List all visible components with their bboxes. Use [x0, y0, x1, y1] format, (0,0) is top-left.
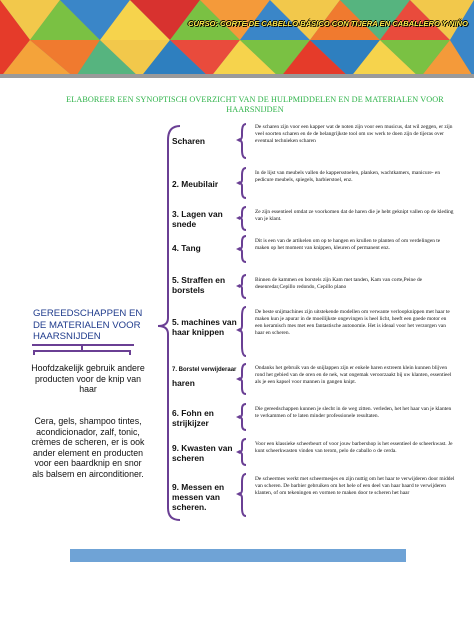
sub-group-products: Hoofdzakelijk gebruik andere producten voor de knip van haar: [31, 363, 145, 395]
main-topic-title: GEREEDSCHAPPEN EN DE MATERIALEN VOOR HAARSNIJDEN: [33, 308, 143, 342]
sub-group-cosmetics: Cera, gels, shampoo tintes, acondicionador, zalf, tonic, crèmes de scheren, er is ook ander element en producten voor een baardknip en snor als balsem en airconditioner.: [31, 416, 145, 479]
item-desc-kammen: Binnen de kammen en borstels zijn Kam met tanden, Kam van corte,Peine de desenredar,Cepillo redondo, Cepillo plano: [255, 277, 423, 291]
item-label-tang: 4. Tang: [172, 243, 201, 253]
page-heading: ELABOREER EEN SYNOPTISCH OVERZICHT VAN DE HULPMIDDELEN EN DE MATERIALEN VOOR HAARSNIJDEN: [66, 95, 444, 115]
item-desc-fohn: Die gereedschappen kunnen je slecht in de weg zitten. verleden, het het haar van je klanten te verkammen of te laten minder professionele resultaten.: [255, 406, 452, 420]
item-desc-meubilair: In de lijst van meubels vallen de kappersstoelen, planken, wachtkamers, manicure- en pedicure meubels, spiegels, barbierstoel, enz.: [255, 170, 441, 184]
main-title-divider: [32, 344, 134, 346]
item-label-machines: 5. machines van haar knippen: [172, 317, 237, 338]
course-title: CURSO: CORTE DE CABELLO BÁSICO CON TIJERA EN CABALLERO Y NIÑO: [188, 19, 468, 28]
item-desc-lagen: Ze zijn essentieel omdat ze voorkomen dat de haren die je hebt geknipt vallen op de kleding van je klant.: [255, 209, 454, 223]
item-desc-kwasten: Voor een klassieke scheerbeurt of voor jouw barbershop is het essentieel de scheerkwast. Je kunt scheerkwasten vinden van terom, pelo de caballo o de cerda.: [255, 441, 453, 455]
item-desc-machines: De beste snijmachines zijn uitstekende modellen om verwante verloopknippen met haar te maken kun je apurar in de moeilijkste ongevingen is heel licht, heeft een goede motor en een keramisch mes met een fantastische autonomie. Het is ideaal voor het verzorgen van haar en scheren.: [255, 309, 450, 337]
item-label-borstel-prefix: 7. Borstel verwijderaar: [172, 367, 237, 373]
item-label-fohn: 6. Fohn en strijkijzer: [172, 408, 214, 429]
item-desc-scharen: De scharen zijn voor een kapper wat de noten zijn voor een musicus, dat wil zeggen, er zijn veel soorten scharen en de de belangrijkste tool om uw werk te doen zijn de tijeras over eventual technieken scharen: [255, 124, 453, 145]
item-label-kwasten: 9. Kwasten van scheren: [172, 443, 233, 464]
item-label-scharen: Scharen: [172, 136, 206, 146]
item-label-meubilair: 2. Meubilair: [172, 179, 219, 189]
item-desc-tang: Dit is een van de artikelen om op te hangen en krullen te planten of om verdelingen te maken op het moment van knippen, kleuren of permanent enz.: [255, 238, 441, 252]
item-desc-messen: De scheermes werkt met scheermesjes en zijn nuttig om het haar te verwijderen door middel van scheren. De barbier gebruiken om het hele of een deel van haar baard te verwijderen klanten, of om tekeningen en vormen te maken door te scheren het haar: [255, 476, 455, 497]
item-label-borstel: [172, 367, 242, 388]
footer-bar: [70, 549, 406, 562]
item-label-messen: 9. Messen en messen van scheren.: [172, 482, 225, 513]
item-desc-borstel: Ondanks het gebruik van de snijlappen zijn er enkele haren extreem klein kunnen blijven rond het gebied van de oren en de nek, wat ongemak veroorzaakt bij uw klanten, essentieel als je een kapsel voor mannen in gangen knipt.: [255, 365, 452, 386]
item-label-kammen: 5. Straffen en borstels: [172, 275, 226, 296]
item-label-lagen: 3. Lagen van snede: [172, 209, 223, 230]
item-label-borstel-main: haren: [172, 378, 195, 389]
